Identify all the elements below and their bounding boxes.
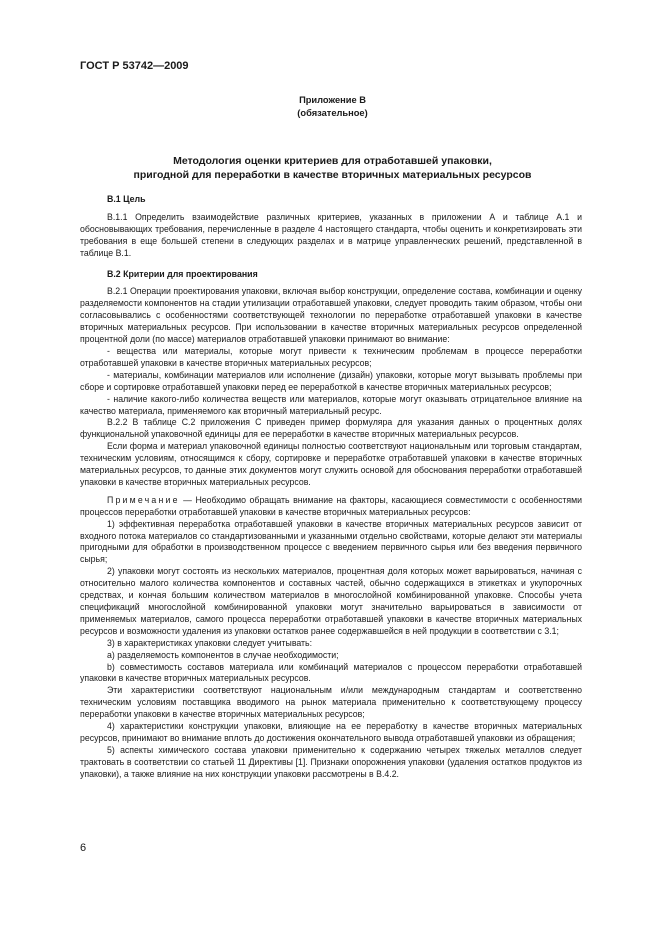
document-title-line-2: пригодной для переработки в качестве вторичных материальных ресурсов: [133, 169, 532, 181]
note-subitem: а) разделяемость компонентов в случае необходимости;: [107, 649, 339, 660]
annex-status: (обязательное): [297, 108, 368, 118]
note-item: 2) упаковки могут состоять из нескольких материалов, процентная доля которых может варьироваться, начиная с относительно малого количества компонентов и составных частей, обычно содержащихся в этикетках и укупорочных средствах, и кончая большим количеством материалов в многослойной комбинированной упаковке. Способы учета спецификаций многослойной комбинированной упаковки могут значительно варьироваться в зависимости от применяемых материалов, самого процесса переработки отработавшей упаковки в качестве вторичных материальных ресурсов и возможности удаления из упаковки остатков ранее содержавшейся в ней продукции в соответствии с 3.1;: [80, 566, 582, 636]
note-item: 3) в характеристиках упаковки следует учитывать:: [107, 637, 313, 648]
paragraph-b2-1: В.2.1 Операции проектирования упаковки, включая выбор конструкции, определение состава, комбинации и оценку разделяемости компонентов на стадии утилизации отработавшей упаковки, следует проводить таким образом, чтобы они согласовывались с особенностями соответствующей технологии по переработке отработавшей упаковки в качестве вторичных материальных ресурсов. При использовании в качестве вторичных материальных ресурсов определенной процентной доли (по массе) материалов отработавшей упаковки принимают во внимание:: [80, 286, 582, 345]
bullet-item: - вещества или материалы, которые могут привести к техническим проблемам в процессе переработки отработавшей упаковки в качестве вторичных материальных ресурсов;: [80, 345, 582, 368]
note-paragraph: Эти характеристики соответствуют национальным и/или международным стандартам и соответственно техническим условиям поставщика вводимого на рынок материала применительно к соответствующему процессу переработки упаковки в качестве вторичных материальных ресурсов;: [80, 685, 582, 720]
paragraph-b2-3: Если форма и материал упаковочной единицы полностью соответствуют национальным или торговым стандартам, техническим условиям, относящимся к сбору, сортировке и переработке отработавшей упаковки в качестве вторичных материальных ресурсов, то данные этих документов могут служить основой для обоснования переработки отработавшей упаковки в качестве вторичных материальных ресурсов.: [80, 441, 582, 487]
section-heading-b2: В.2 Критерии для проектирования: [107, 268, 258, 279]
paragraph-b1-1: В.1.1 Определить взаимодействие различных критериев, указанных в приложении А и таблице А.1 и обосновывающих требования, перечисленные в разделе 4 настоящего стандарта, чтобы оценить и конкретизировать эти требования в еще большей степени в следующих разделах и в матрице управленческих решений, представленной в таблице В.1.: [80, 211, 582, 258]
paragraph-b2-2: В.2.2 В таблице С.2 приложения С приведен пример формуляра для указания данных о процентных долях функциональной упаковочной единицы для ее переработки в качестве вторичных материальных ресурсов.: [80, 417, 582, 440]
standard-designation: ГОСТ Р 53742—2009: [80, 60, 189, 72]
document-title-line-1: Методология оценки критериев для отработавшей упаковки,: [173, 155, 492, 167]
bullet-item: - материалы, комбинации материалов или исполнение (дизайн) упаковки, которые могут вызывать проблемы при сборе и сортировке отработавшей упаковки перед ее переработкой в качестве вторичных материальных ресурсов;: [80, 369, 582, 392]
page-number: 6: [80, 842, 87, 854]
note-intro: [80, 495, 582, 519]
bullet-item: - наличие какого-либо количества веществ или материалов, которые могут оказывать отрицательное влияние на качество материала, применяемого как вторичный материальный ресурс.: [80, 393, 582, 416]
annex-title: Приложение В: [299, 95, 366, 105]
document-body: [80, 194, 582, 781]
note-intro-text: — Необходимо обращать внимание на факторы, касающиеся совместимости с особенностями процессов переработки отработавшей упаковки в качестве вторичных материальных ресурсов:: [80, 494, 582, 517]
note-item: 1) эффективная переработка отработавшей упаковки в качестве вторичных материальных ресурсов зависит от входного потока материалов со стандартизованными и указанными отдельно свойствами, которые делают эти материалы пригодными для обработки в производственном процессе с введением первичного сырья или без введения первичного сырья;: [80, 518, 582, 565]
note-subitem: b) совместимость составов материала или комбинаций материалов с процессом переработки отработавшей упаковки в качестве вторичных материальных ресурсов.: [80, 661, 582, 684]
note-item: 4) характеристики конструкции упаковки, влияющие на ее переработку в качестве вторичных материальных ресурсов, принимают во внимание вплоть до достижения окончательного вывода отработавшей упаковки из обращения;: [80, 721, 582, 743]
note-item: 5) аспекты химического состава упаковки применительно к содержанию четырех тяжелых металлов следует трактовать в соответствии со статьей 11 Директивы [1]. Признаки опорожнения упаковки (удаления остатков продуктов из упаковки), а также влияние на них конструкции упаковки рассмотрены в В.4.2.: [80, 744, 582, 779]
section-heading-b1: В.1 Цель: [107, 194, 146, 204]
note-label: Примечание: [107, 494, 180, 505]
